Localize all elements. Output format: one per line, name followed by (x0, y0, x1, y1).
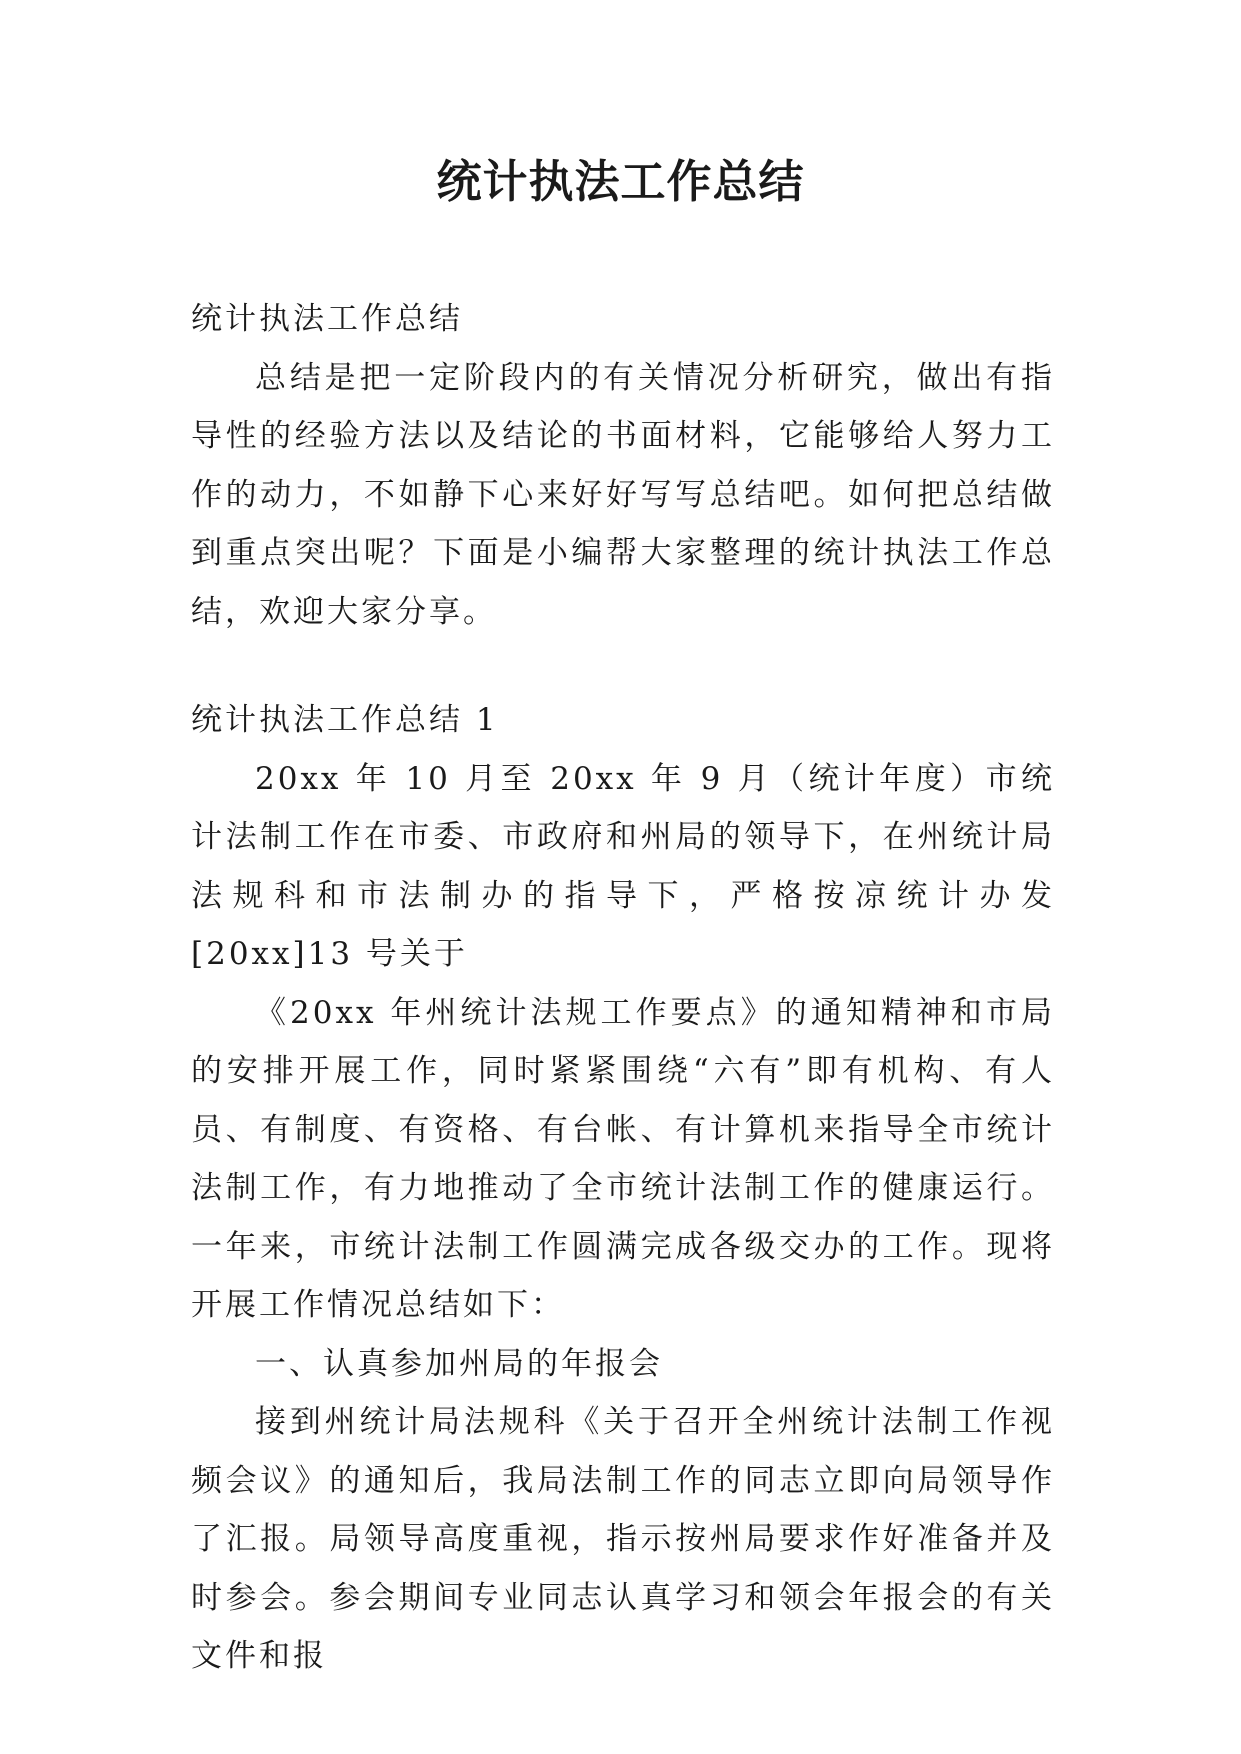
document-body (191, 290, 1055, 1686)
section-heading: 统计执法工作总结 1 (191, 702, 499, 738)
intro-heading: 统计执法工作总结 (191, 301, 463, 337)
paragraph-2: 《20xx 年州统计法规工作要点》的通知精神和市局的安排开展工作，同时紧紧围绕“六有”即有机构、有人员、有制度、有资格、有台帐、有计算机来指导全市统计法制工作，有力地推动了全市统计法制工作的健康运行。一年来，市统计法制工作圆满完成各级交办的工作。现将开展工作情况总结如下： (191, 994, 1055, 1323)
subheading-1: 一、认真参加州局的年报会 (255, 1345, 663, 1382)
section-spacer (191, 641, 1055, 691)
document-title: 统计执法工作总结 (436, 155, 805, 208)
paragraph-3: 接到州统计局法规科《关于召开全州统计法制工作视频会议》的通知后，我局法制工作的同志立即向局领导作了汇报。局领导高度重视，指示按州局要求作好准备并及时参会。参会期间专业同志认真学习和领会年报会的有关文件和报 (191, 1404, 1055, 1674)
intro-paragraph: 总结是把一定阶段内的有关情况分析研究，做出有指导性的经验方法以及结论的书面材料，它能够给人努力工作的动力，不如静下心来好好写写总结吧。如何把总结做到重点突出呢？下面是小编帮大家整理的统计执法工作总结，欢迎大家分享。 (191, 359, 1055, 630)
paragraph-1: 20xx 年 10 月至 20xx 年 9 月（统计年度）市统计法制工作在市委、市政府和州局的领导下，在州统计局法规科和市法制办的指导下，严格按凉统计办发[20xx]13 号关于 (191, 760, 1055, 972)
